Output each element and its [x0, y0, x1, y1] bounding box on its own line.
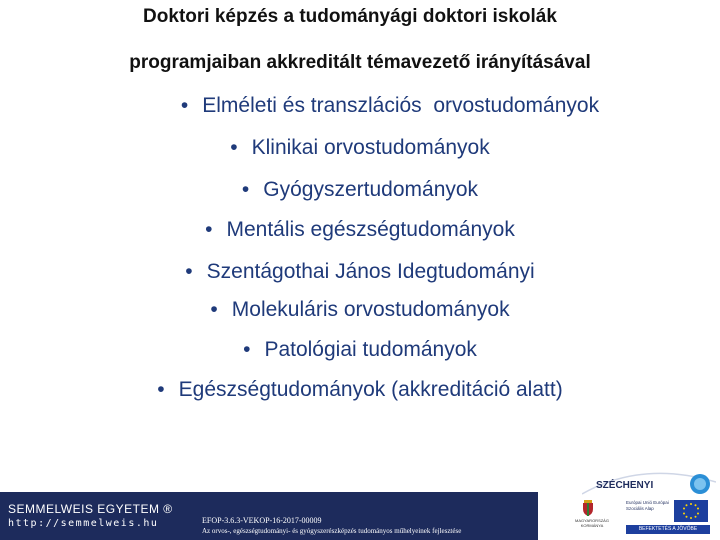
logo-brand-text: SZÉCHENYI [596, 480, 654, 491]
crest-caption: MAGYARORSZÁG KORMÁNYA [575, 518, 609, 528]
project-code: EFOP-3.6.3-VEKOP-16-2017-00009 [202, 516, 322, 525]
bullet-icon: • [180, 94, 189, 117]
footer [0, 492, 720, 540]
project-description: Az orvos-, egészségtudományi- és gyógyszerészképzés tudományos műhelyeinek fejlesztése [202, 527, 462, 535]
footer-bar [0, 492, 538, 540]
bullet-icon: • [210, 298, 218, 321]
hungary-crest-icon [582, 500, 594, 516]
szechenyi-logo [582, 464, 716, 498]
title-line-2: programjaiban akkreditált témavezető irányításával [129, 52, 591, 73]
list-item: • Egészségtudományok (akkreditáció alatt) [157, 378, 563, 401]
university-url: http://semmelweis.hu [8, 518, 159, 529]
bullet-icon: • [157, 378, 165, 401]
list-item: • Klinikai orvostudományok [230, 136, 490, 159]
list-item: • Molekuláris orvostudományok [210, 298, 510, 321]
bullet-icon: • [185, 260, 193, 283]
list-item: • Gyógyszertudományok [241, 178, 479, 201]
eu-text: Európai Unió Európai Szociális Alap [626, 500, 669, 511]
eu-banner: BEFEKTETÉS A JÖVŐBE [626, 525, 710, 534]
list-item: • Elméleti és transzlációs orvostudományok [180, 94, 600, 117]
list-item: • Patológiai tudományok [243, 338, 477, 361]
bullet-icon: • [205, 218, 213, 241]
university-name: SEMMELWEIS EGYETEM ® [8, 502, 173, 516]
eu-flag-icon [674, 500, 708, 522]
bullet-icon: • [243, 338, 251, 361]
bullet-icon: • [230, 136, 238, 159]
list-item: • Mentális egészségtudományok [205, 218, 515, 241]
title-line-1: Doktori képzés a tudományági doktori iskolák [143, 6, 557, 27]
bullet-icon: • [241, 178, 250, 201]
list-item: • Szentágothai János Idegtudományi [185, 260, 535, 283]
